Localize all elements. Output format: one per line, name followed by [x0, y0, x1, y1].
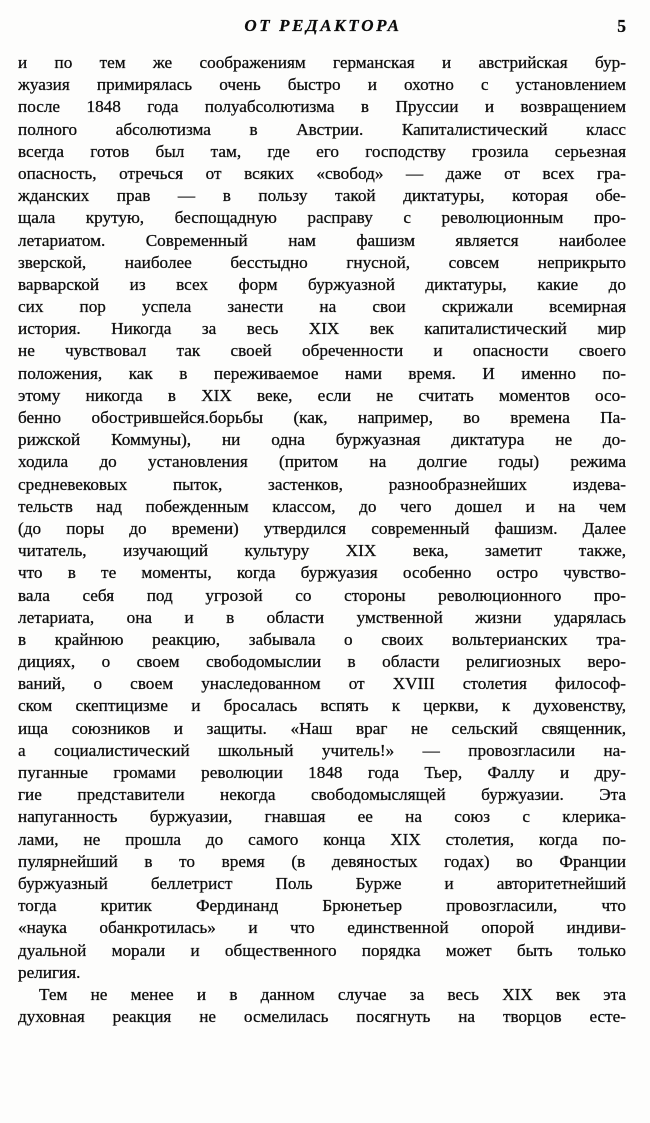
- text-line: история. Никогда за весь XIX век капиталистический мир: [18, 319, 626, 339]
- text-line: лами, не прошла до самого конца XIX столетия, когда по-: [18, 829, 626, 849]
- text-line: напуганность буржуазии, гнавшая ее на союз с клерика-: [18, 807, 626, 827]
- text-line: варварской из всех форм буржуазной диктатуры, какие до: [18, 274, 626, 294]
- text-line: (до поры до времени) утвердился современный фашизм. Далее: [18, 518, 626, 538]
- running-title: ОТ РЕДАКТОРА: [244, 16, 402, 35]
- text-line: бенно обострившейся.борьбы (как, например, во времена Па-: [18, 408, 626, 427]
- text-line: ища союзников и защиты. «Наш враг не сельский священник,: [18, 718, 626, 738]
- text-line: сих пор успела занести на свои скрижали всемирная: [18, 297, 626, 317]
- text-line: «наука обанкротилась» и что единственной опорой индиви-: [18, 918, 626, 938]
- text-line: и по тем же соображениям германская и австрийская бур-: [18, 53, 626, 72]
- text-line: опасность, отречься от всяких «свобод» — даже от всех гра-: [18, 163, 626, 183]
- text-line: зверской, наиболее бесстыдно гнусной, совсем неприкрыто: [18, 252, 626, 272]
- text-line: пулярнейший в то время (в девяностых годах) во Франции: [18, 851, 626, 871]
- text-line: в крайнюю реакцию, забывала о своих вольтерианских тра-: [18, 629, 626, 649]
- text-line: летариатом. Современный нам фашизм является наиболее: [18, 230, 626, 250]
- text-line: ском скептицизме и бросалась вспять к церкви, к духовенству,: [18, 696, 626, 716]
- text-line: ваний, о своем унаследованном от XVIII столетия философ-: [18, 674, 626, 694]
- text-line: после 1848 года полуабсолютизма в Пруссии и возвращением: [18, 97, 626, 117]
- body-text: [18, 52, 626, 1028]
- text-line: дуальной морали и общественного порядка может быть только: [18, 940, 626, 960]
- text-line: рижской Коммуны), ни одна буржуазная диктатура не до-: [18, 430, 626, 450]
- text-line: полного абсолютизма в Австрии. Капиталистический класс: [18, 119, 626, 139]
- text-line: читатель, изучающий культуру XIX века, заметит также,: [18, 541, 626, 561]
- text-line: пуганные громами революции 1848 года Тьер, Фаллу и дру-: [18, 763, 626, 782]
- page-header: [18, 16, 628, 42]
- text-line: не чувствовал так своей обреченности и опасности своего: [18, 341, 626, 361]
- text-line: всегда готов был там, где его господству грозила серьезная: [18, 141, 626, 161]
- text-line: летариата, она и в области умственной жизни ударялась: [18, 607, 626, 627]
- text-line: Тем не менее и в данном случае за весь XIX век эта: [39, 984, 626, 1004]
- text-line: религия.: [18, 962, 81, 982]
- text-line: тельств над побежденным классом, до чего дошел и на чем: [18, 496, 626, 516]
- text-line: дициях, о своем свободомыслии в области религиозных веро-: [18, 652, 626, 672]
- text-line: жуазия примирялась очень быстро и охотно с установлением: [18, 75, 626, 95]
- text-line: средневековых пыток, застенков, разнообразнейших издева-: [18, 474, 626, 494]
- text-line: а социалистический школьный учитель!» — провозгласили на-: [18, 740, 626, 760]
- text-line: гие представители некогда свободомыслящей буржуазии. Эта: [18, 785, 626, 805]
- text-line: этому никогда в XIX веке, если не считать моментов осо-: [18, 385, 626, 405]
- text-line: жданских прав — в пользу такой диктатуры, которая обе-: [18, 186, 626, 206]
- page-number: 5: [617, 16, 626, 36]
- text-line: положения, как в переживаемое нами время. И именно по-: [18, 363, 626, 383]
- text-line: буржуазный беллетрист Поль Бурже и авторитетнейший: [18, 873, 626, 893]
- text-line: что в те моменты, когда буржуазия особенно остро чувство-: [18, 563, 626, 583]
- text-line: тогда критик Фердинанд Брюнетьер провозгласили, что: [18, 896, 626, 916]
- text-line: вала себя под угрозой со стороны революционного про-: [18, 585, 626, 605]
- text-line: щала крутую, беспощадную расправу с революционным про-: [18, 208, 626, 228]
- text-line: ходила до установления (притом на долгие годы) режима: [18, 452, 626, 472]
- text-line: духовная реакция не осмелилась посягнуть на творцов есте-: [18, 1007, 626, 1027]
